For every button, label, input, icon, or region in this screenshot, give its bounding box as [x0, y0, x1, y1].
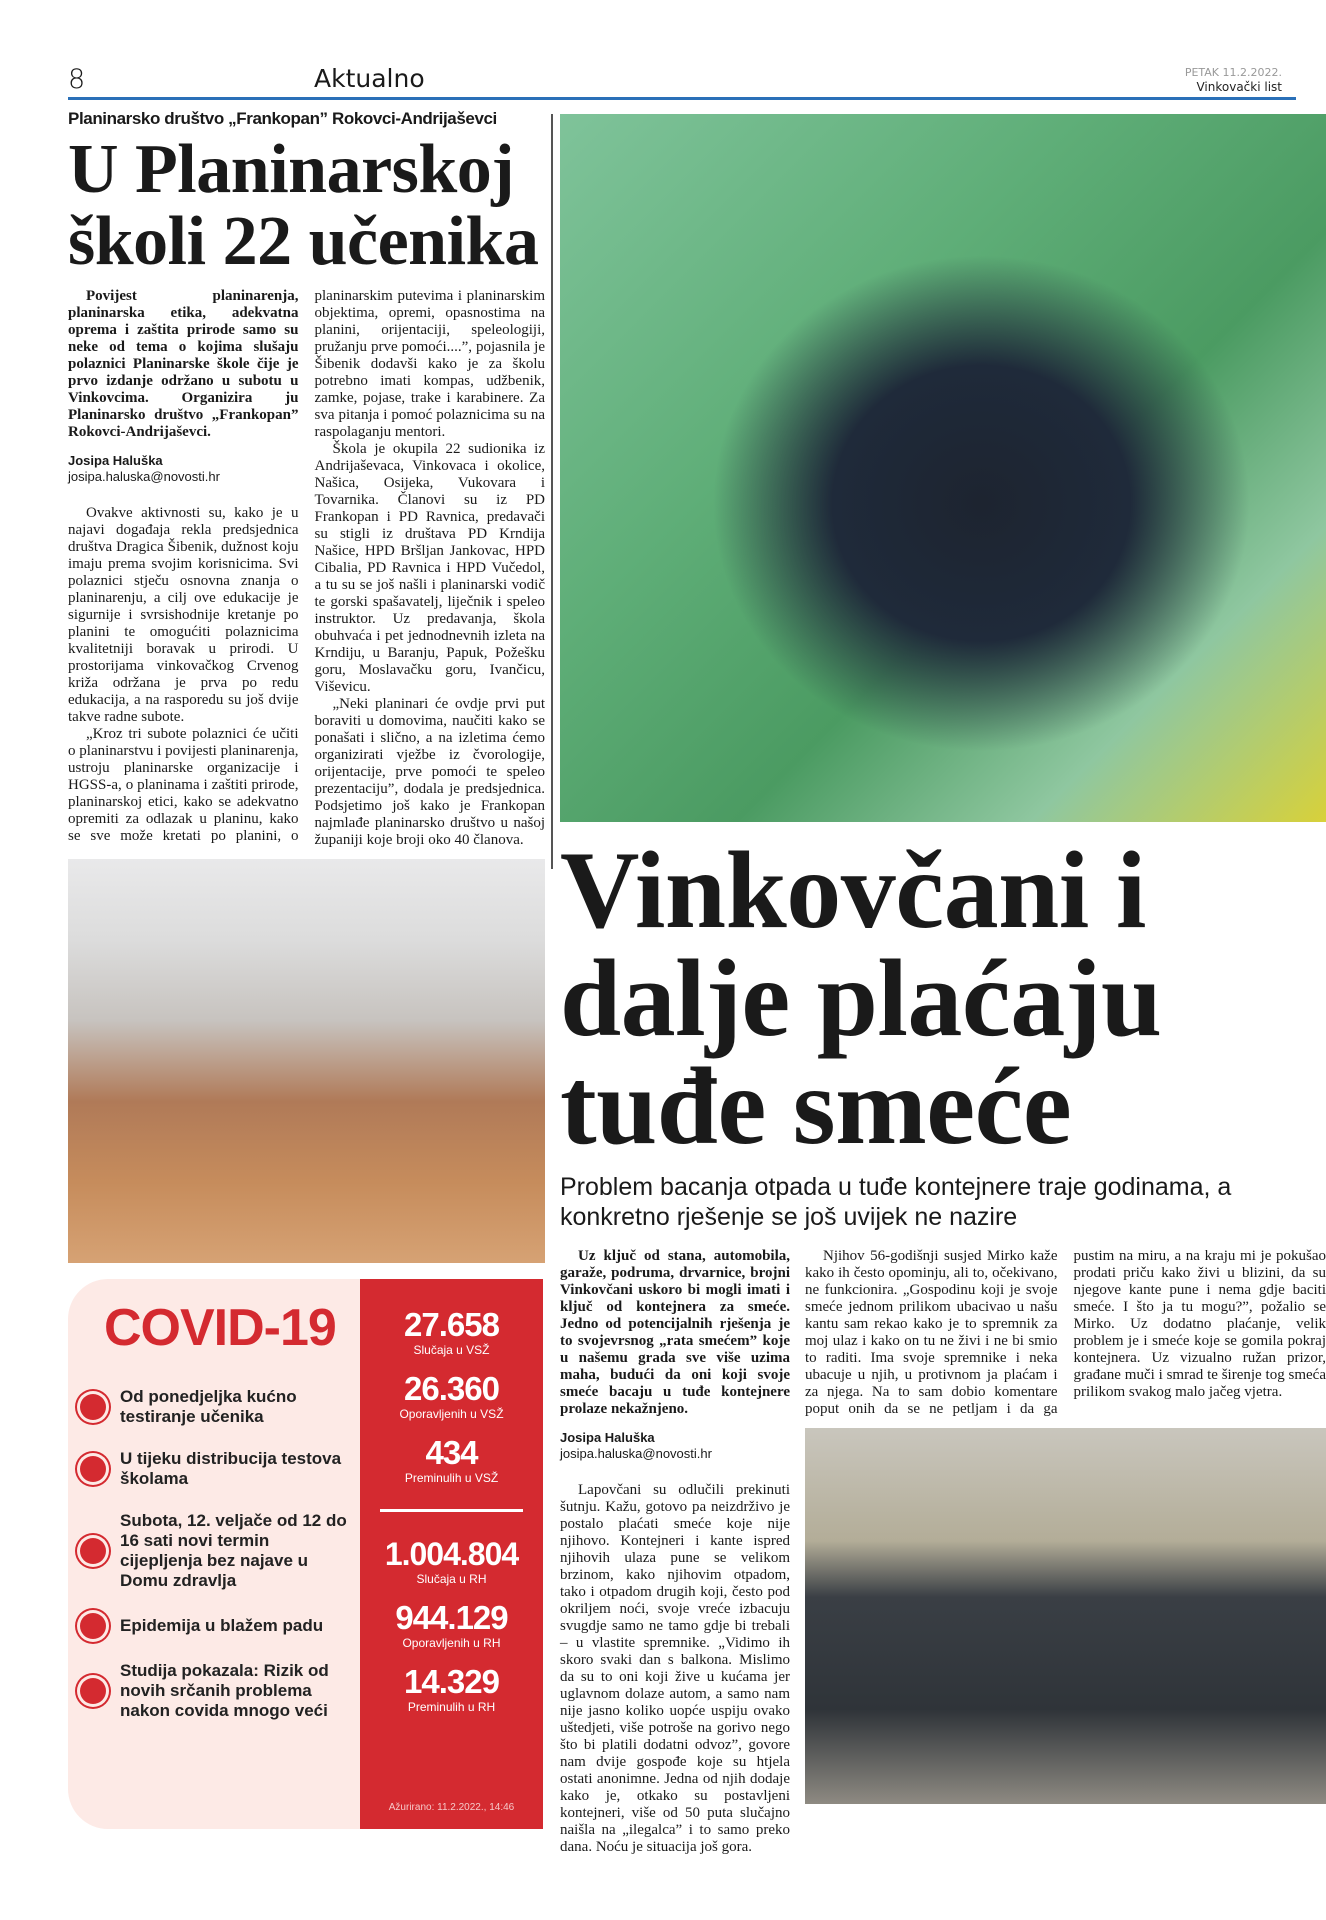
article2-column-1 [560, 1248, 790, 1856]
stat-recovered-vsz: 26.360 Oporavljenih u VSŽ [399, 1370, 504, 1421]
article2-paragraph: Njihov 56-godišnji susjed Mirko kaže kako ih često opominju, ali to, očekivano, ne funkcionira. „Gospodinu koji je svoje smeće jednom prilikom ubacivao u našu kantu sam rekao kako je to spremnik za moj ulaz i kako on tu ne živi i ne bi smio to raditi. Ima svoje spremnike i neka ubacuje u njih, u protivnom ja plaćam i za njega. Na to sam dobio komentare poput onih da se ne petljam i da ga pustim na miru, a na kraju mi je pokušao prodati priču kako živi u blizini, da su njegove kante pune i nema gdje baciti smeće. I što ja tu mogu?”, požalio se Mirko. Uz dodatno plaćanje, velik problem je i smeće koje se gomila pokraj kontejnera. Uz vizualno ružan prizor, građane muči i smrad te širenje tog smeća prilikom svakog malo jačeg vjetra. [805, 1248, 1326, 1417]
covid-infobox [68, 1279, 543, 1829]
article2-byline [560, 1430, 790, 1462]
covid-title: COVID-19 [104, 1299, 336, 1357]
right-column [560, 829, 1326, 1856]
stat-cases-vsz: 27.658 Slučaja u VSŽ [404, 1306, 499, 1357]
covid-news-text: Studija pokazala: Rizik od novih srčanih problema nakon covida mnogo veći [120, 1661, 329, 1720]
section-title: Aktualno [314, 64, 425, 93]
left-column [68, 108, 545, 1829]
article1-paragraph: „Neki planinari će ovdje prvi put boraviti u domovima, naučiti kako se ponašati i slično, a na izletima ćemo organizirati vježbe iz čvorologije, orijentacije, prve pomoći te speleo prezentaciju”, dodala je predsjednica. Podsjetimo još kako je Frankopan najmlađe planinarsko društvo u našoj županiji koje broji oko 40 članova. [314, 696, 545, 848]
virus-icon [80, 1456, 106, 1482]
garbage-containers-photo [805, 1428, 1326, 1804]
covid-news-item[interactable] [76, 1449, 352, 1489]
covid-news-item[interactable] [76, 1511, 352, 1591]
stat-deaths-rh: 14.329 Preminulih u RH [404, 1663, 499, 1714]
newspaper-name: Vinkovački list [1196, 80, 1282, 94]
classroom-photo [68, 859, 545, 1263]
column-divider [551, 114, 553, 869]
issue-date: PETAK 11.2.2022. [1184, 66, 1282, 79]
covid-news-item[interactable] [76, 1387, 352, 1427]
covid-news-text: Subota, 12. veljače od 12 do 16 sati novi termin cijepljenja bez najave u Domu zdravlja [120, 1511, 347, 1590]
article1-paragraph: „Kroz tri subote polaznici će učiti o planinarstvu i povijesti planinarenja, ustroju planinarske organizacije i HGSS-a, o planinama i zaštiti prirode, planinarskoj etici, kako se adekvatno opremiti za odlazak u planinu, kako se sve može kretati po planini, o planinarskim putevima i planinarskim objektima, opremi, opasnostima na planini, orijentaciji, speleologiji, pružanju prve pomoći....”, pojasnila je Šibenik dodavši kako je za školu potrebno imati kompas, udžbenik, zamke, pojase, trake i karabinere. Za sva pitanja i pomoć polaznicima su na raspolaganju mentori. [68, 288, 545, 844]
article2-paragraph-columns [805, 1248, 1326, 1418]
stat-cases-rh: 1.004.804 Slučaja u RH [384, 1536, 519, 1586]
author-name: Josipa Haluška [68, 453, 163, 468]
covid-news-text: U tijeku distribucija testova školama [120, 1449, 342, 1488]
page-number: 8 [68, 64, 86, 95]
article2-headline: Vinkovčani i dalje plaćaju tuđe smeće [560, 829, 1162, 1167]
virus-icon [80, 1394, 106, 1420]
covid-stats-panel [360, 1279, 543, 1829]
author-email[interactable]: josipa.haluska@novosti.hr [560, 1446, 712, 1461]
header-rule [68, 97, 1296, 100]
article1-byline [68, 453, 299, 485]
article1-headline: U Planinarskoj školi 22 učenika [68, 131, 539, 280]
virus-icon [80, 1538, 106, 1564]
covid-news-text: Od ponedjeljka kućno testiranje učenika [120, 1387, 297, 1426]
covid-news-item[interactable] [76, 1613, 352, 1639]
covid-news-list [68, 1279, 360, 1829]
virus-icon [80, 1678, 106, 1704]
author-email[interactable]: josipa.haluska@novosti.hr [68, 469, 220, 484]
article1-lead: Povijest planinarenja, planinarska etika, adekvatna oprema i zaštita prirode samo su neke od tema o kojima slušaju polaznici Planinarske škole čije je prvo izdanje održano u subotu u Vinkovcima. Organizira ju Planinarsko društvo „Frankopan” Rokovci-Andrijaševci. [68, 288, 299, 440]
article1-kicker: Planinarsko društvo „Frankopan” Rokovci-Andrijaševci [68, 109, 497, 128]
article2-subtitle: Problem bacanja otpada u tuđe kontejnere traje godinama, a konkretno rješenje se još uvijek ne nazire [560, 1173, 1232, 1231]
covid-news-text: Epidemija u blažem padu [120, 1616, 324, 1635]
article2-body [560, 1248, 1326, 1856]
covid-news-item[interactable] [76, 1661, 352, 1721]
article1-paragraph: Škola je okupila 22 sudionika iz Andrijaševaca, Vinkovaca i okolice, Našica, Osijeka, Vukovara i Tovarnika. Članovi su iz PD Frankopan i PD Ravnica, predavači su stigli iz društava PD Krndija Našice, HPD Bršljan Jankovac, HPD Cibalia, PD Ravnica i HPD Vučedol, a tu su se još našli i planinarski vodič te gorski spašavatelj, liječnik i speleo instruktor. Uz predavanja, škola obuhvaća i pet jednodnevnih izleta na Krndiju, u Baranju, Papuk, Požešku goru, Moslavačku goru, Ivančicu, Viševicu. [314, 441, 545, 695]
stats-divider [380, 1509, 523, 1512]
stat-deaths-vsz: 434 Preminulih u VSŽ [404, 1434, 499, 1485]
trash-bin-photo [560, 114, 1326, 822]
article1-body [68, 288, 545, 849]
article1-paragraph: Ovakve aktivnosti su, kako je u najavi događaja rekla predsjednica društva Dragica Šibenik, dužnost koju imaju prema svojim korisnicima. Svi polaznici stječu osnovna znanja o planinarenju, a cilj ove edukacije je sigurnije i svrsishodnije kretanje po planini te omogućiti polaznicima kvalitetniji boravak u prirodi. U prostorijama vinkovačkog Crvenog križa održana je prva po redu edukacija, a na rasporedu su još dvije takve radne subote. [68, 505, 299, 725]
article2-paragraph: Lapovčani su odlučili prekinuti šutnju. Kažu, gotovo pa neizdrživo je postalo plaćati smeće koje nije njihovo. Kontejneri i kante ispred njihovih ulaza pune se velikom brzinom, kako njihovim otpadom, tako i otpadom drugih koji, često pod okriljem noći, svoje vreće izbacuju svugdje samo ne tamo gdje bi trebali – u vlastite spremnike. „Vidimo ih skoro svaki dan s balkona. Mislimo da su to oni koji žive u kućama jer uglavnom dolaze autom, a samo nam nije jasno koliko uopće uspiju ovako uštedjeti, više potroše na gorivo nego što bi platili dodatni odvoz”, govore nam dvije gospođe koje su htjela ostati anonimne. Jedna od njih dodaje kako je, otkako su postavljeni kontejneri, više od 50 puta slučajno naišla na „ilegalca” i to samo preko dana. Noću je situacija još gora. [560, 1482, 790, 1855]
article2-lead: Uz ključ od stana, automobila, garaže, podruma, drvarnice, brojni Vinkovčani uskoro bi mogli imati i ključ od kontejnera za smeće. Jedno od potencijalnih rješenja je to svojevrsnog „rata smećem” koje u našemu grada sve više uzima maha, budući da oni koji svoje smeće bacaju u tuđe kontejnere prolaze nekažnjeno. [560, 1248, 790, 1417]
stat-recovered-rh: 944.129 Oporavljenih u RH [395, 1599, 508, 1650]
updated-timestamp: Ažurirano: 11.2.2022., 14:46 [388, 1802, 515, 1813]
article2-columns-2-3 [805, 1248, 1326, 1856]
virus-icon [80, 1613, 106, 1639]
author-name: Josipa Haluška [560, 1430, 655, 1445]
